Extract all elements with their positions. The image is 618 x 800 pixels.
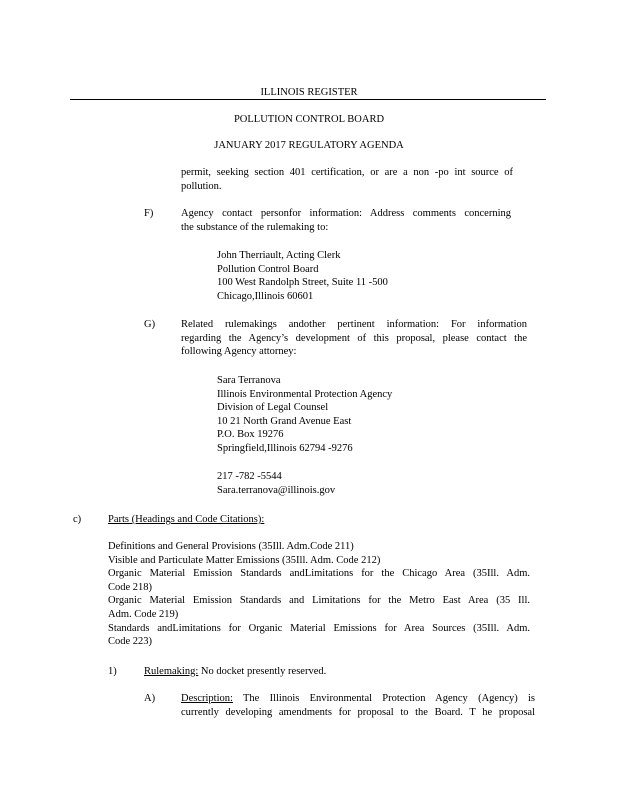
clerk-address <box>217 249 388 303</box>
parts-list <box>108 540 530 649</box>
description-line <box>181 692 535 706</box>
part-line: Organic Material Emission Standards and Limitations for the Metro East Area (35 Ill. <box>108 595 530 607</box>
item-f-line: the substance of the rulemaking to: <box>181 221 329 233</box>
header-rule <box>70 99 546 100</box>
item-f-marker: F) <box>144 208 154 219</box>
part-line: Standards andLimitations for Organic Material Emissions for Area Sources (35Ill. Adm. <box>108 622 530 634</box>
part-line: Adm. Code 219) <box>108 608 179 620</box>
address-line: John Therriault, Acting Clerk <box>217 250 341 261</box>
part-line: Code 218) <box>108 581 153 593</box>
item-g-paragraph <box>181 318 527 359</box>
section-c-heading: Parts (Headings and Code Citations): <box>108 514 265 525</box>
part-line: Organic Material Emission Standards andLimitations for the Chicago Area (35Ill. Adm. <box>108 568 530 580</box>
description-paragraph <box>181 692 535 719</box>
item-f-line: Agency contact personfor information: Address comments concerning <box>181 208 511 219</box>
description-text: The Illinois Environmental Protection Agency (Agency) is <box>232 693 535 704</box>
address-line: 100 West Randolph Street, Suite 11 -500 <box>217 277 388 289</box>
description-line: currently developing amendments for proposal to the Board. T he proposal <box>181 706 535 718</box>
phone-number: 217 -782 -5544 <box>217 471 282 482</box>
part-line: Visible and Particulate Matter Emissions (35Ill. Adm. Code 212) <box>108 554 381 566</box>
board-title: POLLUTION CONTROL BOARD <box>233 114 385 125</box>
continuation-line: pollution. <box>181 180 222 192</box>
item-g-marker: G) <box>144 319 156 330</box>
address-line: P.O. Box 19276 <box>217 429 284 441</box>
address-line: Division of Legal Counsel <box>217 402 329 414</box>
address-line: Illinois Environmental Protection Agency <box>217 388 393 400</box>
part-line: Code 223) <box>108 636 153 648</box>
attorney-address <box>217 374 392 456</box>
attorney-contact <box>217 470 335 497</box>
address-line: 10 21 North Grand Avenue East <box>217 415 352 427</box>
section-c-marker: c) <box>73 514 82 525</box>
continuation-paragraph <box>181 166 513 193</box>
item-g-line: regarding the Agency’s development of this proposal, please contact the <box>181 332 527 344</box>
item-f-paragraph <box>181 207 511 234</box>
item-1-marker: 1) <box>108 666 117 677</box>
address-line: Sara Terranova <box>217 375 281 386</box>
address-line: Springfield,Illinois 62794 -9276 <box>217 442 353 454</box>
item-a-marker: A) <box>144 693 156 704</box>
address-line: Pollution Control Board <box>217 263 319 275</box>
continuation-line: permit, seeking section 401 certification, or are a non -po int source of <box>181 167 513 178</box>
email-address: Sara.terranova@illinois.gov <box>217 484 336 496</box>
part-line: Definitions and General Provisions (35Ill. Adm.Code 211) <box>108 541 354 552</box>
agenda-title: JANUARY 2017 REGULATORY AGENDA <box>214 140 404 151</box>
register-title: ILLINOIS REGISTER <box>260 87 358 98</box>
address-line: Chicago,Illinois 60601 <box>217 290 314 302</box>
item-g-line: Related rulemakings andother pertinent information: For information <box>181 319 527 330</box>
item-1-text <box>144 665 326 678</box>
rulemaking-text: No docket presently reserved. <box>198 666 327 677</box>
item-g-line: following Agency attorney: <box>181 346 297 358</box>
description-label: Description: <box>181 693 233 704</box>
rulemaking-label: Rulemaking: <box>144 666 199 677</box>
